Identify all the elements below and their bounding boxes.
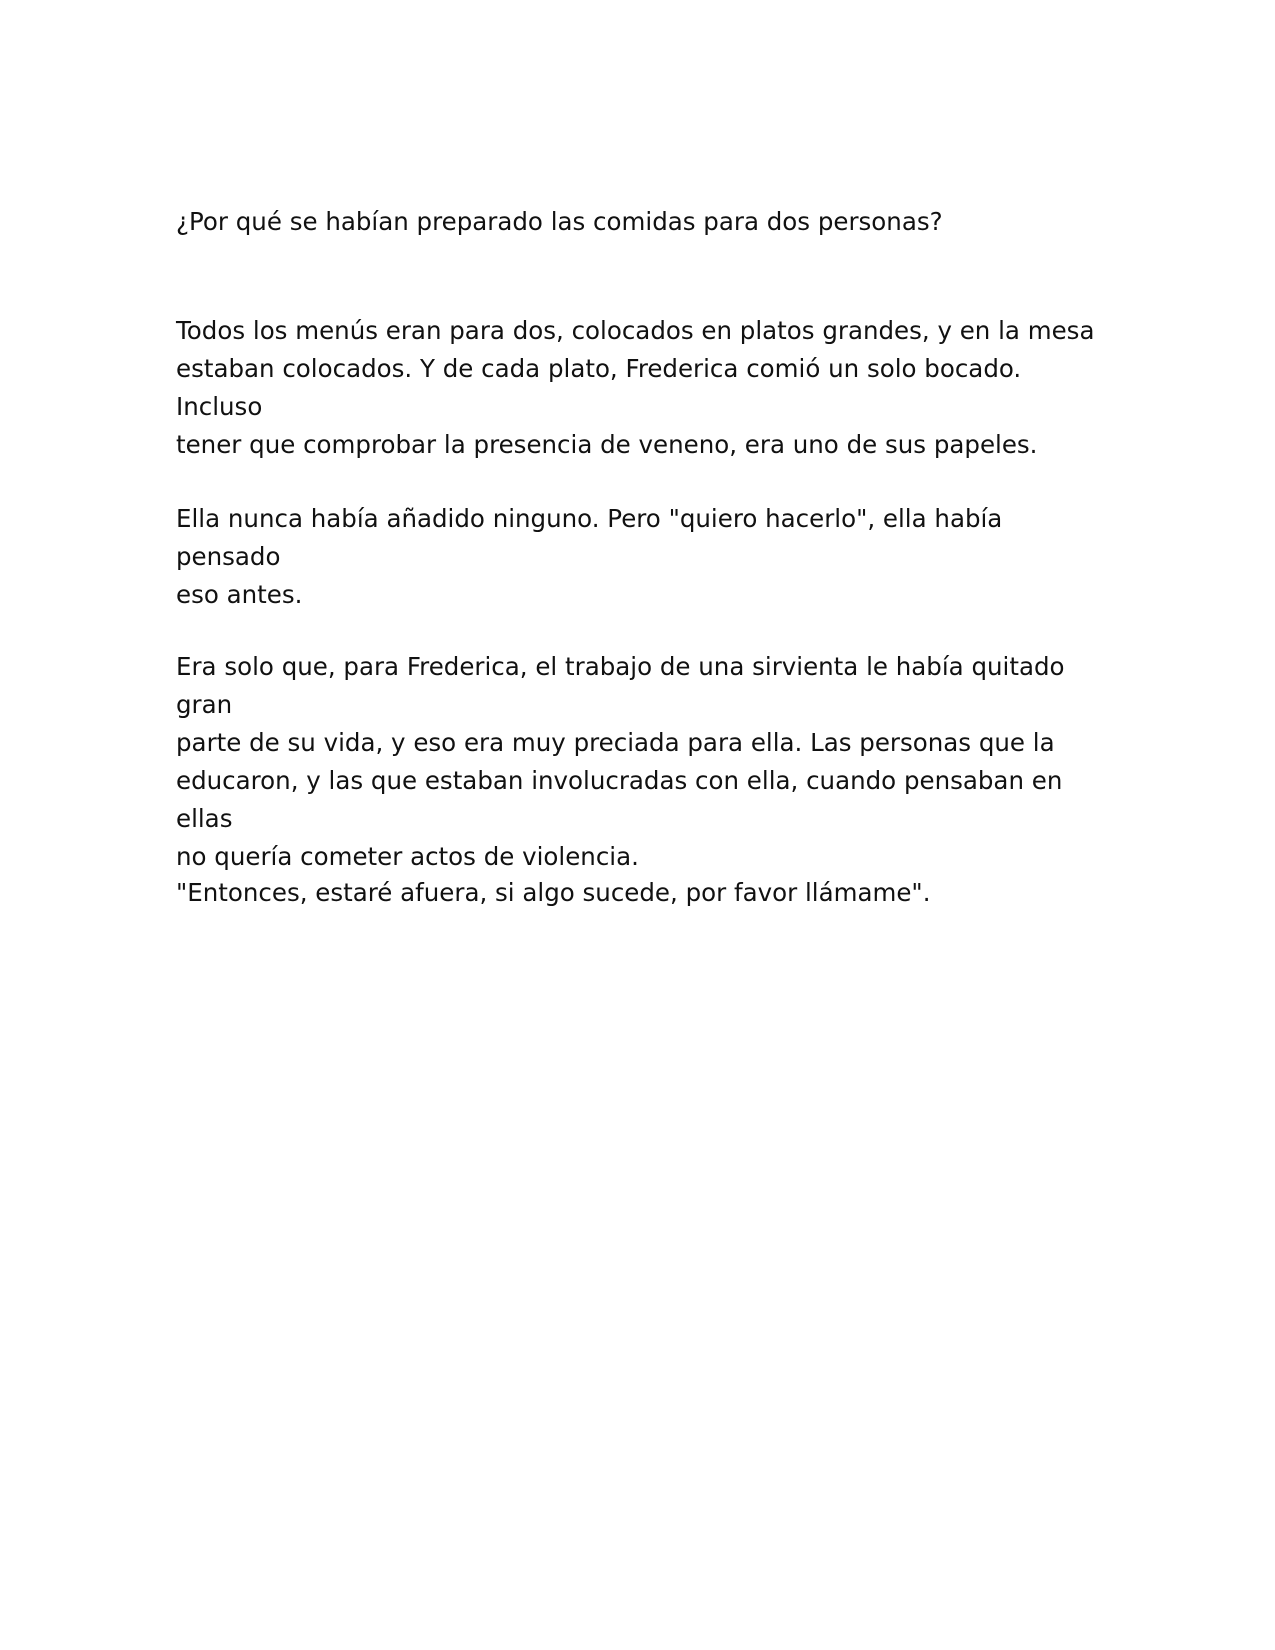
paragraph-menus: Todos los menús eran para dos, colocados en platos grandes, y en la mesa estaban colocados. Y de cada plato, Frederica comió un solo bocado. Incluso tener que comprobar la presencia de veneno, era uno de sus papeles. <box>176 316 1095 459</box>
paragraph-never-added: Ella nunca había añadido ninguno. Pero "quiero hacerlo", ella había pensado eso antes. <box>176 504 1003 609</box>
paragraph-question: ¿Por qué se habían preparado las comidas para dos personas? <box>176 207 943 236</box>
paragraph-maid-work: Era solo que, para Frederica, el trabajo de una sirvienta le había quitado gran parte de su vida, y eso era muy preciada para ella. Las personas que la educaron, y las que estaban involucradas con ella, cuando pensaban en ellas no quería cometer actos de violencia. <box>176 652 1065 871</box>
paragraph-dialogue: "Entonces, estaré afuera, si algo sucede, por favor llámame". <box>176 878 931 907</box>
